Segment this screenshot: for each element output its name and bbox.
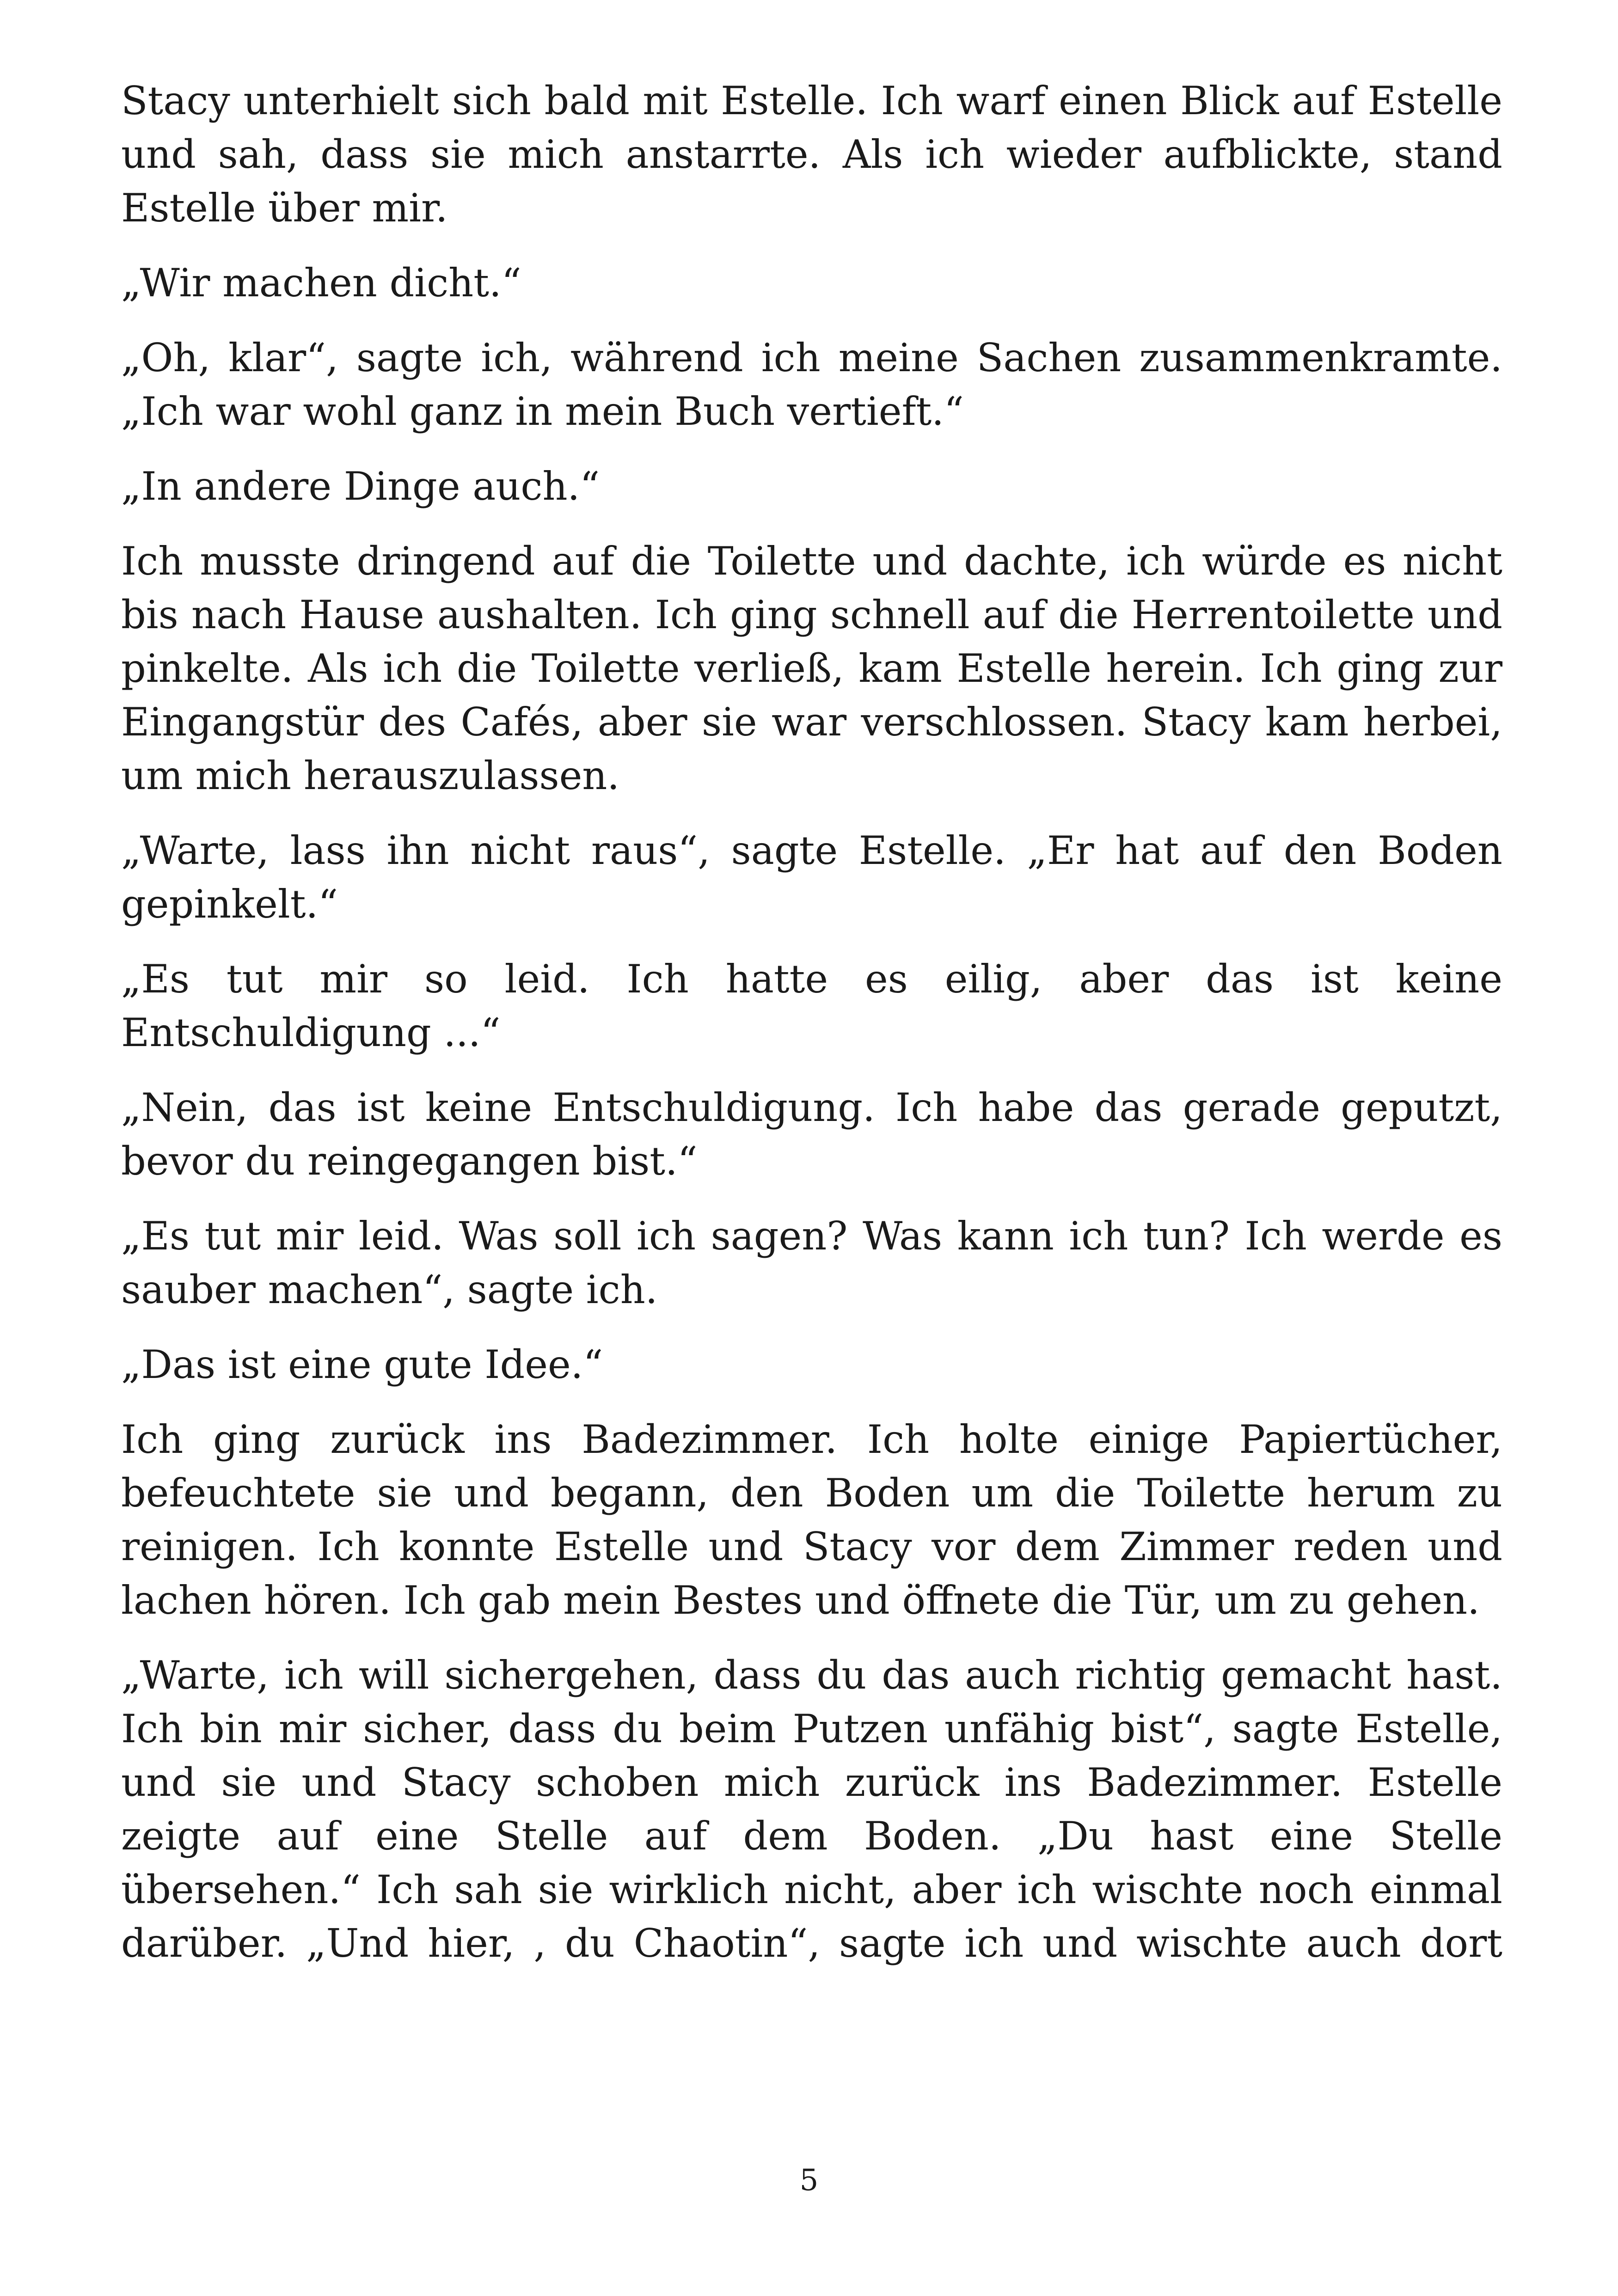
- page-number: 5: [799, 2163, 819, 2198]
- paragraph: Stacy unterhielt sich bald mit Estelle. Ich warf einen Blick auf Estelle und sah, dass sie mich anstarrte. Als ich wieder aufblickte, stand Estelle über mir.: [121, 78, 1502, 231]
- text-body: [121, 74, 1502, 1991]
- paragraph: „Es tut mir so leid. Ich hatte es eilig, aber das ist keine Entschuldigung ...“: [121, 956, 1502, 1055]
- paragraph: „Wir machen dicht.“: [121, 260, 521, 306]
- paragraph: „Das ist eine gute Idee.“: [121, 1342, 603, 1387]
- paragraph: „Warte, ich will sichergehen, dass du das auch richtig gemacht hast. Ich bin mir sicher, dass du beim Putzen unfähig bist“, sagte Estelle, und sie und Stacy schoben mich zurück ins Badezimmer. Estelle zeigte auf eine Stelle auf dem Boden. „Du hast eine Stelle übersehen.“ Ich sah sie wirklich nicht, aber ich wischte noch einmal darüber. „Und hier, , du Chaotin“, sagte ich und wischte auch dort: [121, 1653, 1502, 1966]
- paragraph: „Nein, das ist keine Entschuldigung. Ich habe das gerade geputzt, bevor du reingegangen bist.“: [121, 1085, 1502, 1184]
- paragraph: „Warte, lass ihn nicht raus“, sagte Estelle. „Er hat auf den Boden gepinkelt.“: [121, 828, 1502, 927]
- paragraph: Ich ging zurück ins Badezimmer. Ich holte einige Papiertücher, befeuchtete sie und begann, den Boden um die Toilette herum zu reinigen. Ich konnte Estelle und Stacy vor dem Zimmer reden und lachen hören. Ich gab mein Bestes und öffnete die Tür, um zu gehen.: [121, 1417, 1502, 1623]
- paragraph: Ich musste dringend auf die Toilette und dachte, ich würde es nicht bis nach Hause aushalten. Ich ging schnell auf die Herrentoilette und pinkelte. Als ich die Toilette verließ, kam Estelle herein. Ich ging zur Eingangstür des Cafés, aber sie war verschlossen. Stacy kam herbei, um mich herauszulassen.: [121, 539, 1502, 798]
- paragraph: „Oh, klar“, sagte ich, während ich meine Sachen zusammenkramte. „Ich war wohl ganz in mein Buch vertieft.“: [121, 335, 1502, 434]
- paragraph: „In andere Dinge auch.“: [121, 464, 600, 509]
- paragraph: „Es tut mir leid. Was soll ich sagen? Was kann ich tun? Ich werde es sauber machen“, sagte ich.: [121, 1213, 1502, 1312]
